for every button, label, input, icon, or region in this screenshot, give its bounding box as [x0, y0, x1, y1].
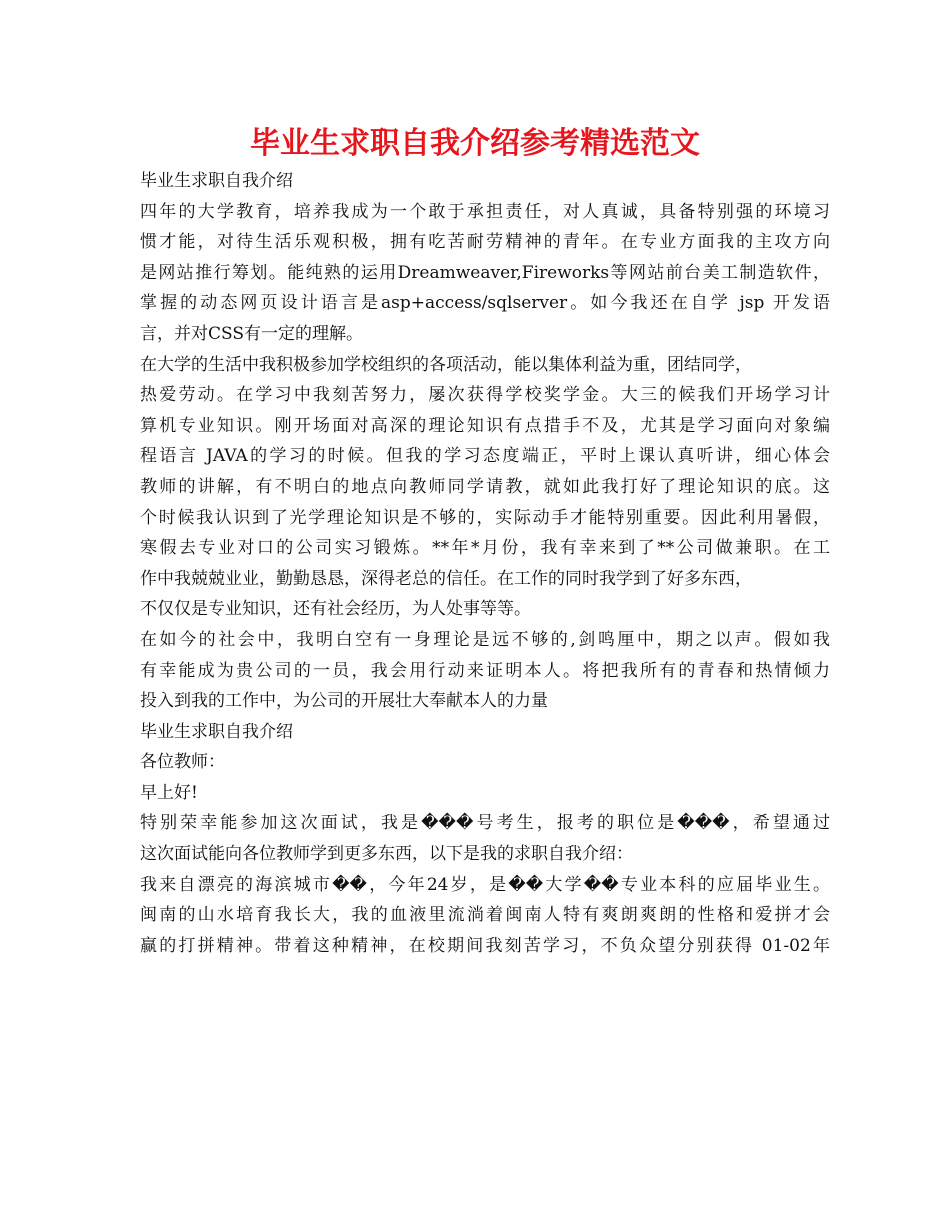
- text-line: 赢的打拼精神。带着这种精神，在校期间我刻苦学习，不负众望分别获得 01-02年: [140, 935, 830, 956]
- text-line: 投入到我的工作中，为公司的开展壮大奉献本人的力量: [140, 691, 548, 712]
- text-line: 各位教师：: [140, 752, 225, 773]
- text-line: 算机专业知识。刚开场面对高深的理论知识有点措手不及，尤其是学习面向对象编: [140, 415, 830, 436]
- text-line: 不仅仅是专业知识，还有社会经历，为人处事等等。: [140, 599, 531, 620]
- text-line: 教师的讲解，有不明白的地点向教师同学请教，就如此我打好了理论知识的底。这: [140, 476, 830, 497]
- text-line: 四年的大学教育，培养我成为一个敢于承担责任，对人真诚，具备特别强的环境习: [140, 201, 830, 222]
- document-body: [140, 166, 830, 961]
- text-line: 程语言 JAVA的学习的时候。但我的学习态度端正，平时上课认真听讲，细心体会: [140, 446, 830, 467]
- text-line: 热爱劳动。在学习中我刻苦努力，屡次获得学校奖学金。大三的候我们开场学习计: [140, 385, 830, 406]
- text-line: 这次面试能向各位教师学到更多东西，以下是我的求职自我介绍：: [140, 844, 633, 865]
- text-line: 在如今的社会中，我明白空有一身理论是远不够的,剑鸣厘中，期之以声。假如我: [140, 629, 830, 650]
- text-line: 掌握的动态网页设计语言是asp+access/sqlserver。如今我还在自学 jsp 开发语: [140, 293, 830, 314]
- text-line: 毕业生求职自我介绍: [140, 721, 293, 742]
- text-line: 闽南的山水培育我长大，我的血液里流淌着闽南人特有爽朗爽朗的性格和爱拼才会: [140, 905, 830, 926]
- text-line: 特别荣幸能参加这次面试，我是���号考生，报考的职位是���，希望通过: [140, 813, 830, 834]
- text-line: 有幸能成为贵公司的一员，我会用行动来证明本人。将把我所有的青春和热情倾力: [140, 660, 830, 681]
- document-title: 毕业生求职自我介绍参考精选范文: [250, 126, 700, 161]
- text-line: 我来自漂亮的海滨城市��，今年24岁，是��大学��专业本科的应届毕业生。: [140, 874, 830, 895]
- text-line: 言，并对CSS有一定的理解。: [140, 323, 363, 344]
- text-line: 惯才能，对待生活乐观积极，拥有吃苦耐劳精神的青年。在专业方面我的主攻方向: [140, 232, 830, 253]
- text-line: 早上好!: [140, 782, 198, 803]
- text-line: 作中我兢兢业业，勤勤恳恳，深得老总的信任。在工作的同时我学到了好多东西，: [140, 568, 752, 589]
- text-line: 寒假去专业对口的公司实习锻炼。**年*月份，我有幸来到了**公司做兼职。在工: [140, 538, 830, 559]
- text-line: 个时候我认识到了光学理论知识是不够的，实际动手才能特别重要。因此利用暑假，: [140, 507, 830, 528]
- text-line: 是网站推行筹划。能纯熟的运用Dreamweaver,Fireworks等网站前台美工制造软件，: [140, 262, 830, 283]
- text-line: 在大学的生活中我积极参加学校组织的各项活动，能以集体利益为重，团结同学，: [140, 354, 752, 375]
- text-line: 毕业生求职自我介绍: [140, 171, 293, 191]
